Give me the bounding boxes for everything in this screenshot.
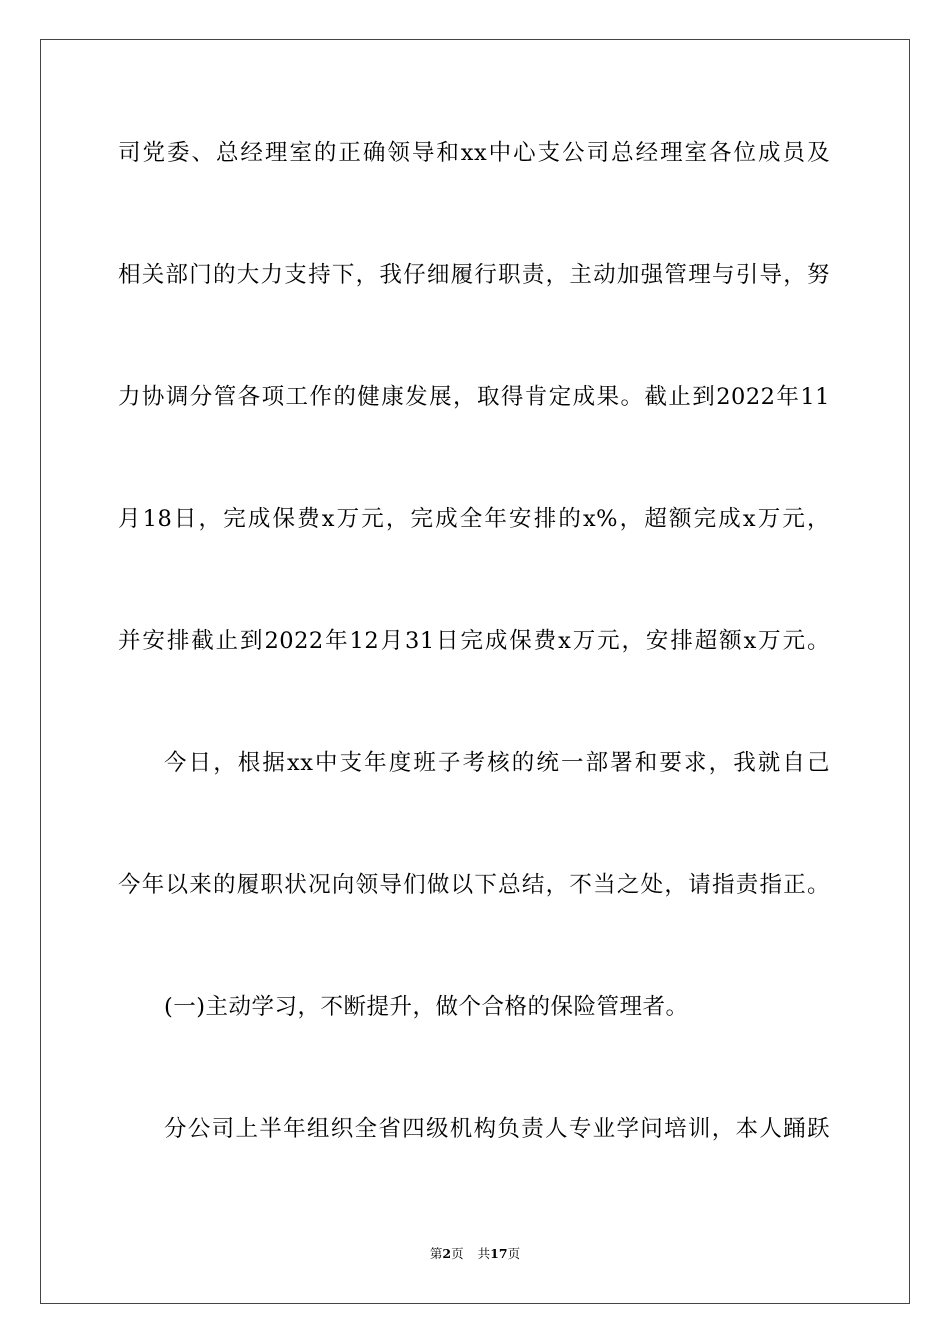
paragraph-first-line: 今日，根据xx中支年度班子考核的统一部署和要求，我就自己 <box>164 750 830 776</box>
body-text-line: 司党委、总经理室的正确领导和xx中心支公司总经理室各位成员及 <box>118 140 830 166</box>
footer-total-pages: 17 <box>490 1246 508 1261</box>
footer-page-number: 2 <box>442 1246 452 1261</box>
body-text-line: 并安排截止到2022年12月31日完成保费x万元，安排超额x万元。 <box>118 628 830 654</box>
footer-page-prefix: 第 <box>429 1246 443 1261</box>
body-text-line: 今年以来的履职状况向领导们做以下总结，不当之处，请指责指正。 <box>118 872 830 898</box>
body-text-line: 相关部门的大力支持下，我仔细履行职责，主动加强管理与引导，努 <box>118 262 830 288</box>
paragraph-first-line: 分公司上半年组织全省四级机构负责人专业学问培训，本人踊跃 <box>164 1116 830 1142</box>
body-text-line: 月18日，完成保费x万元，完成全年安排的x%，超额完成x万元， <box>118 506 830 532</box>
footer-total-prefix: 共 <box>477 1246 491 1261</box>
footer-page-suffix: 页 <box>451 1246 464 1261</box>
body-text-line: 力协调分管各项工作的健康发展，取得肯定成果。截止到2022年11 <box>118 384 830 410</box>
section-heading: (一)主动学习，不断提升，做个合格的保险管理者。 <box>164 994 689 1020</box>
page-footer <box>0 1246 950 1262</box>
footer-total-suffix: 页 <box>507 1246 521 1261</box>
